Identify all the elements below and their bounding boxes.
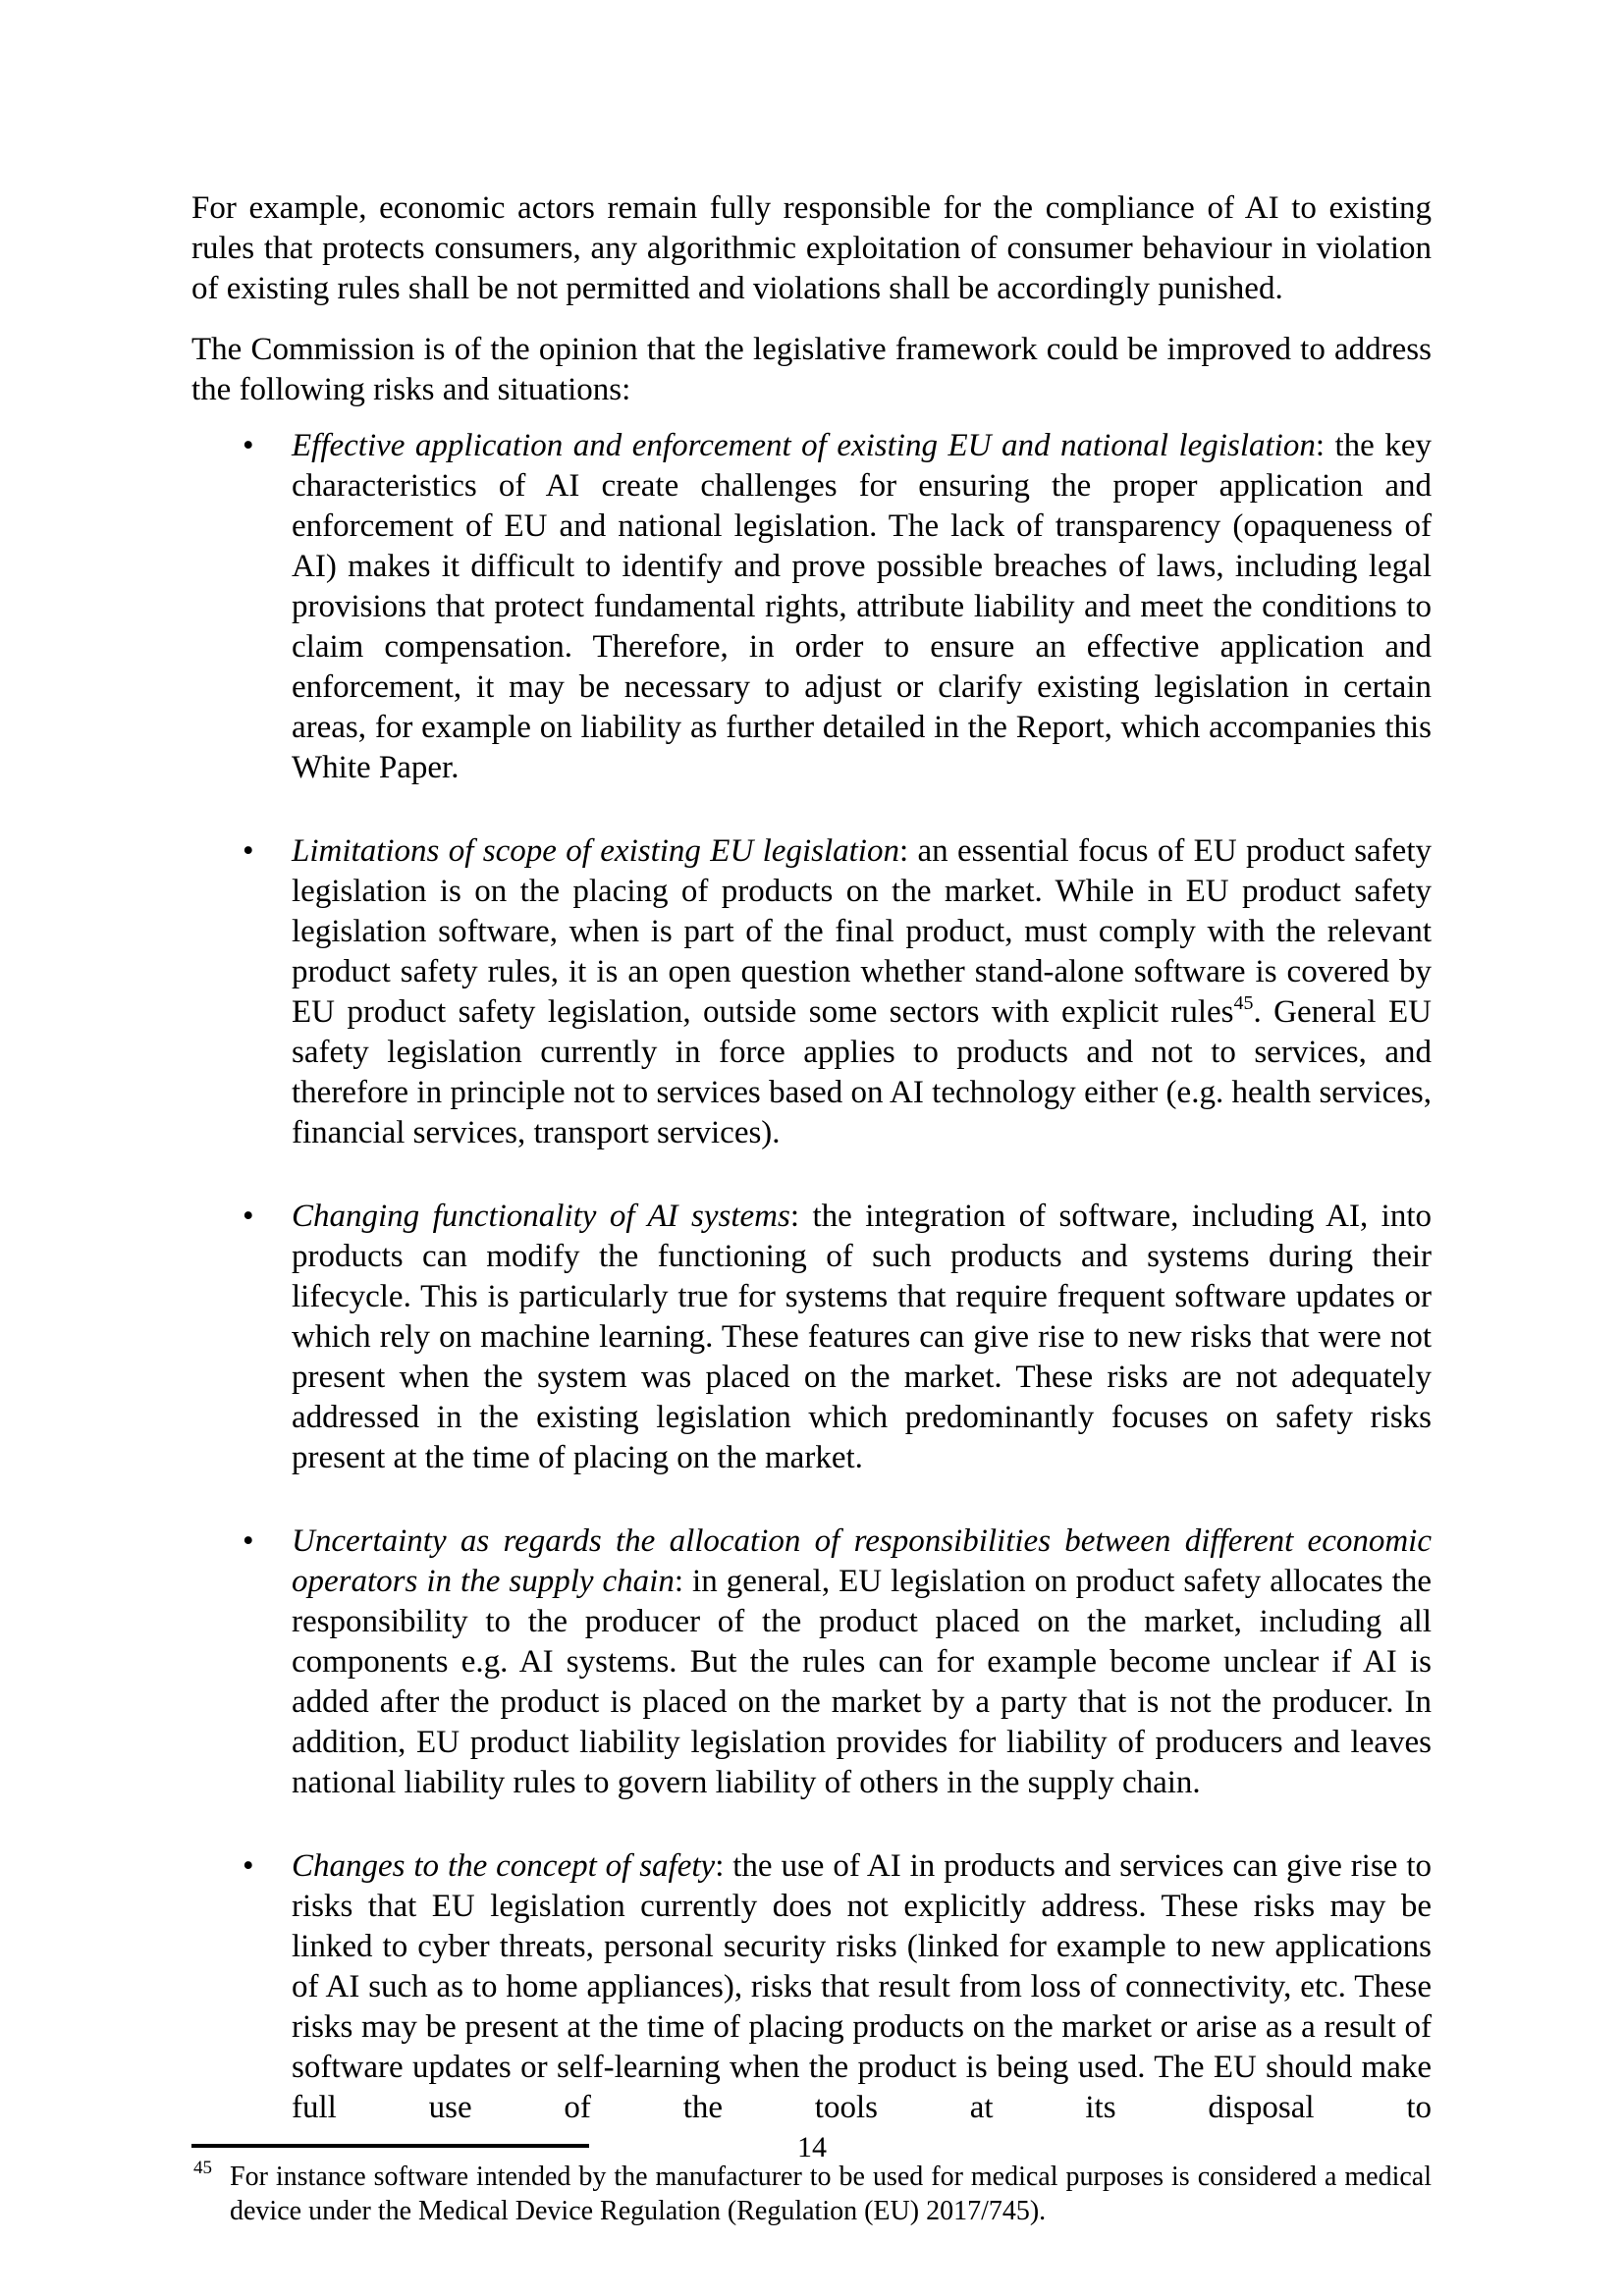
bullet-item-uncertainty-responsibilities	[191, 1522, 1432, 1803]
bullet-body: : in general, EU legislation on product safety allocates the responsibility to the producer of the product placed on the market, including all components e.g. AI systems. But the rules can for example become unclear if AI is added after the product is placed on the market by a party that is not the producer. In addition, EU product liability legislation provides for liability of producers and leaves national liability rules to govern liability of others in the supply chain.	[292, 1564, 1432, 1800]
bullet-item-changing-functionality	[191, 1197, 1432, 1478]
bullet-body: : an essential focus of EU product safety legislation is on the placing of products on the market. While in EU product safety legislation software, when is part of the final product, must comply with the relevant product safety rules, it is an open question whether stand-alone software is covered by EU product safety legislation, outside some sectors with explicit rules	[292, 833, 1432, 1030]
bullet-list	[191, 426, 1432, 2128]
bullet-text	[292, 1846, 1432, 2128]
bullet-text	[292, 1197, 1432, 1478]
bullet-icon: •	[243, 1523, 254, 1559]
bullet-lead: Uncertainty as regards the allocation of responsibilities between different economic operators in the supply chain	[292, 1523, 1432, 1599]
bullet-item-changes-concept-safety	[191, 1846, 1432, 2128]
page-number: 14	[797, 2131, 827, 2163]
footnote	[191, 2160, 1432, 2228]
footnote-text: For instance software intended by the manufacturer to be used for medical purposes is considered a medical device under the Medical Device Regulation (Regulation (EU) 2017/745).	[230, 2162, 1432, 2226]
paragraph-intro: For example, economic actors remain fully responsible for the compliance of AI to existing rules that protects consumers, any algorithmic exploitation of consumer behaviour in violation of existing rules shall be not permitted and violations shall be accordingly punished.	[191, 190, 1432, 306]
bullet-lead: Effective application and enforcement of existing EU and national legislation	[292, 428, 1316, 463]
page-content	[191, 188, 1432, 2228]
bullet-icon: •	[243, 833, 254, 869]
bullet-body: : the integration of software, including AI, into products can modify the functioning of such products and systems during their lifecycle. This is particularly true for systems that require frequent software updates or which rely on machine learning. These features can give rise to new risks that were not present when the system was placed on the market. These risks are not adequately addressed in the existing legislation which predominantly focuses on safety risks present at the time of placing on the market.	[292, 1199, 1432, 1475]
bullet-body-cont: . General EU safety legislation currently in force applies to products and not to services, and therefore in principle not to services based on AI technology either (e.g. health services, financial services, transport services).	[292, 994, 1432, 1150]
bullet-item-limitations-of-scope	[191, 831, 1432, 1153]
paragraph-commission-opinion: The Commission is of the opinion that the legislative framework could be improved to address the following risks and situations:	[191, 332, 1432, 407]
bullet-body: : the key characteristics of AI create challenges for ensuring the proper application and enforcement of EU and national legislation. The lack of transparency (opaqueness of AI) makes it difficult to identify and prove possible breaches of laws, including legal provisions that protect fundamental rights, attribute liability and meet the conditions to claim compensation. Therefore, in order to ensure an effective application and enforcement, it may be necessary to adjust or clarify existing legislation in certain areas, for example on liability as further detailed in the Report, which accompanies this White Paper.	[292, 428, 1432, 785]
bullet-lead: Limitations of scope of existing EU legislation	[292, 833, 899, 869]
bullet-text	[292, 1522, 1432, 1803]
bullet-icon: •	[243, 1199, 254, 1234]
bullet-icon: •	[243, 1848, 254, 1884]
bullet-text	[292, 426, 1432, 788]
footnote-marker: 45	[193, 2158, 212, 2178]
bullet-lead: Changing functionality of AI systems	[292, 1199, 790, 1234]
bullet-item-effective-application	[191, 426, 1432, 788]
bullet-lead: Changes to the concept of safety	[292, 1848, 716, 1884]
bullet-text	[292, 831, 1432, 1153]
bullet-icon: •	[243, 428, 254, 463]
bullet-body: : the use of AI in products and services can give rise to risks that EU legislation currently does not explicitly address. These risks may be linked to cyber threats, personal security risks (linked for example to new applications of AI such as to home appliances), risks that result from loss of connectivity, etc. These risks may be present at the time of placing products on the market or arise as a result of software updates or self-learning when the product is being used. The EU should make full use of the tools at its disposal to	[292, 1848, 1432, 2125]
footnote-ref-45: 45	[1233, 992, 1254, 1014]
